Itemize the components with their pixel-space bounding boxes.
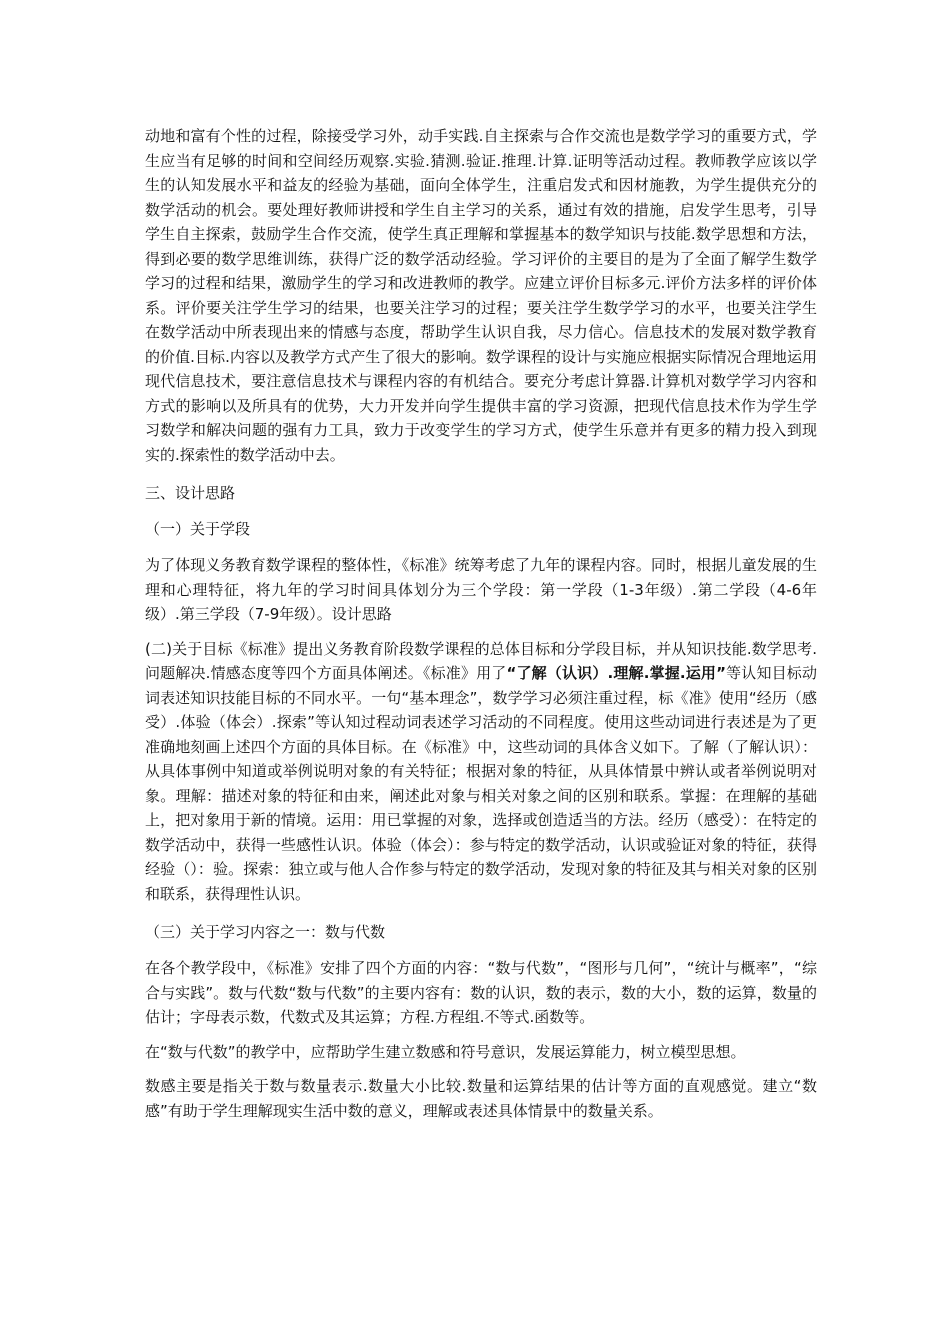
paragraph-teaching-and-evaluation: 动地和富有个性的过程，除接受学习外，动手实践.自主探索与合作交流也是数学学习的重要方式，学生应当有足够的时间和空间经历观察.实验.猜测.验证.推理.计算.证明等活动过程。教师教学应该以学生的认知发展水平和益友的经验为基础，面向全体学生，注重启发式和因材施教，为学生提供充分的数学活动的机会。要处理好教师讲授和学生自主学习的关系，通过有效的措施，启发学生思考，引导学生自主探索，鼓励学生合作交流，使学生真正理解和掌握基本的数学知识与技能.数学思想和方法，得到必要的数学思维训练，获得广泛的数学活动经验。学习评价的主要目的是为了全面了解学生数学学习的过程和结果，激励学生的学习和改进教师的教学。应建立评价目标多元.评价方法多样的评价体系。评价要关注学生学习的结果，也要关注学习的过程；要关注学生数学学习的水平，也要关注学生在数学活动中所表现出来的情感与态度，帮助学生认识自我，尽力信心。信息技术的发展对数学教育的价值.目标.内容以及教学方式产生了很大的影响。数学课程的设计与实施应根据实际情况合理地运用现代信息技术，要注意信息技术与课程内容的有机结合。要充分考虑计算器.计算机对数学学习内容和方式的影响以及所具有的优势，大力开发并向学生提供丰富的学习资源，把现代信息技术作为学生学习数学和解决问题的强有力工具，致力于改变学生的学习方式，使学生乐意并有更多的精力投入到现实的.探索性的数学活动中去。	[145, 127, 817, 464]
objectives-text-part-2: 等认知目标动词表述知识技能目标的不同水平。一句“基本理念”，数学学习必须注重过程，标《准》使用“经历（感受）.体验（体会）.探索”等认知过程动词表述学习活动的不同程度。使用这些动词进行表述是为了更准确地刻画上述四个方面的具体目标。在《标准》中，这些动词的具体含义如下。了解（了解认识）：从具体事例中知道或举例说明对象的有关特征；根据对象的特征，从具体情景中辨认或者举例说明对象。理解：描述对象的特征和由来，阐述此对象与相关对象之间的区别和联系。掌握：在理解的基础上，把对象用于新的情境。运用：用已掌握的对象，选择或创造适当的方法。经历（感受）：在特定的数学活动中，获得一些感性认识。体验（体会）：参与特定的数学活动，认识或验证对象的特征，获得经验（）：验。探索：独立或与他人合作参与特定的数学活动，发现对象的特征及其与相关对象的区别和联系，获得理性认识。	[145, 664, 817, 903]
paragraph-number-sense-goal: 在“数与代数”的教学中，应帮助学生建立数感和符号意识，发展运算能力，树立模型思想。	[145, 1042, 746, 1061]
paragraph-number-and-algebra-content: 在各个教学段中，《标准》安排了四个方面的内容：“数与代数”，“图形与几何”，“统计与概率”，“综合与实践”。数与代数“数与代数”的主要内容有：数的认识，数的表示，数的大小，数的运算，数量的估计；字母表示数，代数式及其运算；方程.方程组.不等式.函数等。	[145, 959, 817, 1026]
objectives-text-part-1: (二)关于目标《标准》提出义务教育阶段数学课程的总体目标和分学段目标，并从知识技能.数学思考.问题解决.情感态度等四个方面具体阐述。《标准》用了	[145, 639, 817, 682]
document-page	[145, 124, 817, 1123]
objectives-bold-verbs: “了解（认识）.理解.掌握.运用”	[506, 664, 726, 682]
subheading-learning-stages: （一）关于学段	[145, 520, 251, 538]
section-heading-design-approach: 三、设计思路	[145, 484, 236, 502]
subheading-number-and-algebra: （三）关于学习内容之一：数与代数	[145, 923, 386, 941]
paragraph-objectives	[145, 637, 817, 907]
paragraph-learning-stages: 为了体现义务教育数学课程的整体性，《标准》统筹考虑了九年的课程内容。同时，根据儿童发展的生理和心理特征，将九年的学习时间具体划分为三个学段：第一学段（1-3年级）.第二学段（4-6年级）.第三学段（7-9年级）。设计思路	[145, 556, 817, 623]
paragraph-number-sense-definition: 数感主要是指关于数与数量表示.数量大小比较.数量和运算结果的估计等方面的直观感觉。建立“数感”有助于学生理解现实生活中数的意义，理解或表述具体情景中的数量关系。	[145, 1077, 817, 1120]
